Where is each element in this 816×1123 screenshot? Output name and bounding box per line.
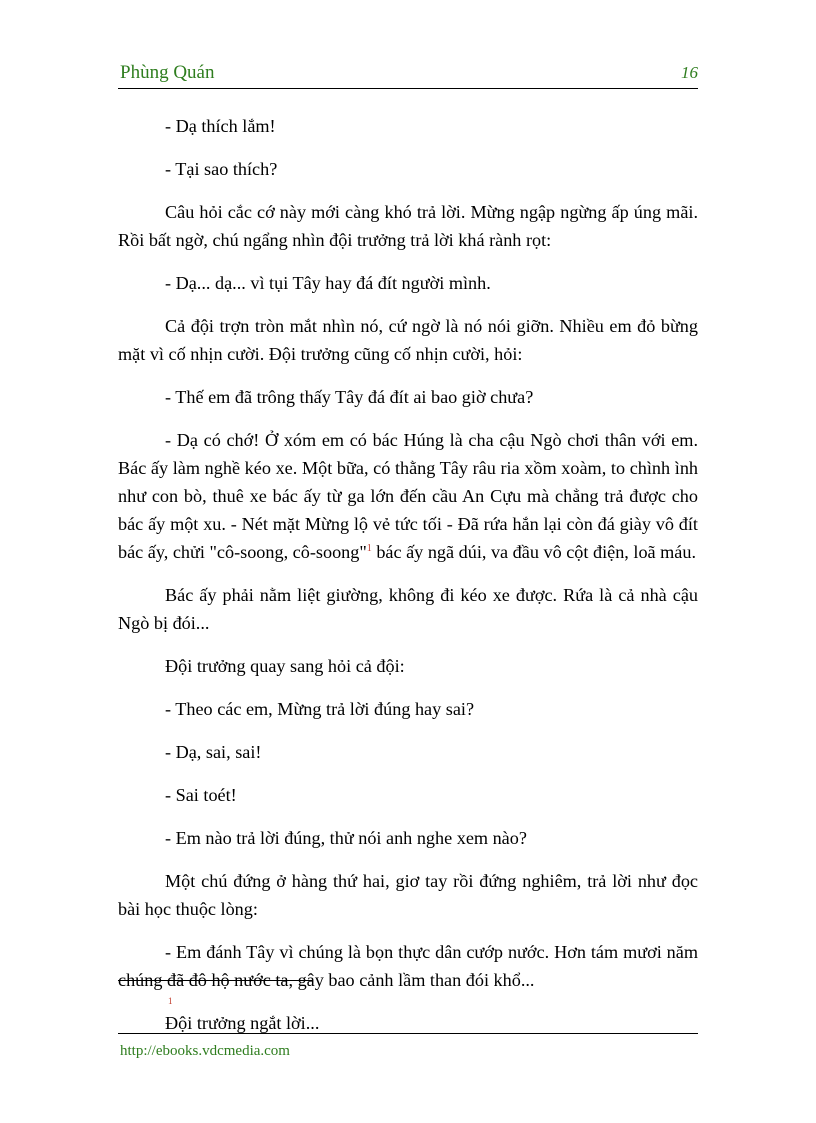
paragraph: - Tại sao thích? <box>165 159 278 179</box>
paragraph: Cả đội trợn tròn mắt nhìn nó, cứ ngờ là nó nói giỡn. Nhiều em đỏ bừng mặt vì cố nhịn cười. Đội trưởng cũng cố nhịn cười, hỏi: <box>118 316 698 364</box>
paragraph: - Em nào trả lời đúng, thử nói anh nghe xem nào? <box>165 828 527 848</box>
footer-url-link[interactable]: http://ebooks.vdcmedia.com <box>120 1043 290 1059</box>
paragraph: - Em đánh Tây vì chúng là bọn thực dân cướp nước. Hơn tám mươi năm chúng đã đô hộ nước ta, gây bao cảnh lầm than đói khổ... <box>118 942 698 990</box>
footnote-marker: 1 <box>168 996 173 1006</box>
paragraph: Bác ấy phải nằm liệt giường, không đi kéo xe được. Rứa là cả nhà cậu Ngò bị đói... <box>118 585 698 633</box>
page-header <box>118 62 698 89</box>
paragraph: - Thế em đã trông thấy Tây đá đít ai bao giờ chưa? <box>165 387 534 407</box>
footnote-reference-link[interactable]: 1 <box>366 542 372 554</box>
paragraph: - Dạ... dạ... vì tụi Tây hay đá đít người mình. <box>165 273 491 293</box>
paragraph: Một chú đứng ở hàng thứ hai, giơ tay rồi đứng nghiêm, trả lời như đọc bài học thuộc lòng: <box>118 871 698 919</box>
paragraph: Câu hỏi cắc cớ này mới càng khó trả lời. Mừng ngập ngừng ấp úng mãi. Rồi bất ngờ, chú ngẩng nhìn đội trưởng trả lời khá rành rọt: <box>118 202 698 250</box>
paragraph: Đội trưởng quay sang hỏi cả đội: <box>165 656 405 676</box>
paragraph-with-footnote <box>118 426 698 566</box>
page-number: 16 <box>681 63 698 82</box>
paragraph: - Dạ, sai, sai! <box>165 742 262 762</box>
footnote-divider <box>118 980 313 981</box>
paragraph-text: bác ấy ngã dúi, va đầu vô cột điện, loã máu. <box>371 542 697 562</box>
footer-divider <box>118 1033 698 1034</box>
paragraph: Đội trưởng ngắt lời... <box>165 1013 320 1033</box>
paragraph: - Dạ thích lắm! <box>165 116 276 136</box>
body-text <box>118 112 698 1052</box>
paragraph: - Sai toét! <box>165 785 237 805</box>
header-author: Phùng Quán <box>120 62 215 83</box>
paragraph: - Theo các em, Mừng trả lời đúng hay sai? <box>165 699 475 719</box>
paragraph-text: - Dạ có chớ! Ở xóm em có bác Húng là cha cậu Ngò chơi thân với em. Bác ấy làm nghề kéo xe. Một bữa, có thằng Tây râu ria xồm xoàm, to chình ình như con bò, thuê xe bác ấy từ ga lớn đến cầu An Cựu mà chẳng trả được cho bác ấy một xu. - Nét mặt Mừng lộ vẻ tức tối - Đã rứa hắn lại còn đá giày vô đít bác ấy, chửi "cô-soong, cô-soong" <box>118 430 698 562</box>
